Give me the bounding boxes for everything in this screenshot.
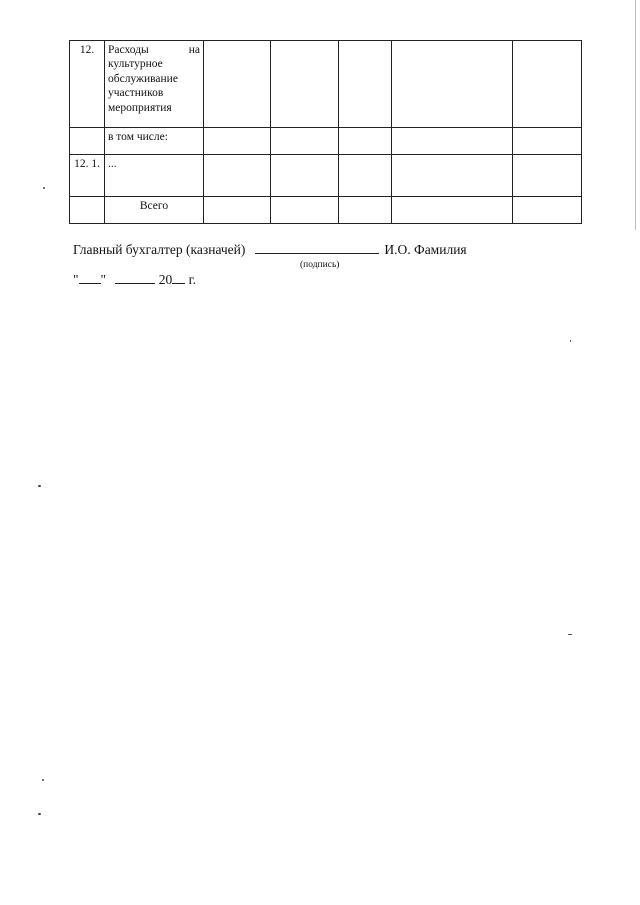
day-blank bbox=[79, 273, 101, 284]
table-cell bbox=[339, 128, 392, 155]
scan-speck bbox=[42, 779, 44, 781]
date-line bbox=[73, 272, 196, 288]
row-label: в том числе: bbox=[105, 128, 204, 155]
table-cell bbox=[271, 155, 339, 197]
table-cell bbox=[513, 41, 582, 128]
scan-edge bbox=[635, 0, 636, 230]
table-row bbox=[70, 197, 582, 224]
table-row bbox=[70, 155, 582, 197]
table-cell bbox=[392, 41, 513, 128]
scan-speck bbox=[570, 340, 571, 342]
table-cell bbox=[513, 197, 582, 224]
year-suffix: г. bbox=[188, 272, 197, 287]
year-blank bbox=[172, 273, 185, 284]
row-number bbox=[70, 128, 105, 155]
scan-speck bbox=[43, 187, 45, 189]
table-cell bbox=[204, 128, 271, 155]
table-cell bbox=[271, 128, 339, 155]
table-cell bbox=[339, 41, 392, 128]
signer-role: Главный бухгалтер (казначей) bbox=[73, 242, 246, 257]
table-cell bbox=[339, 155, 392, 197]
table-cell bbox=[392, 197, 513, 224]
signer-name: И.О. Фамилия bbox=[384, 242, 467, 257]
table-cell bbox=[513, 155, 582, 197]
table-cell bbox=[204, 41, 271, 128]
row-number: 12. 1. bbox=[70, 155, 105, 197]
scan-speck bbox=[38, 813, 41, 815]
date-quote-open: " bbox=[73, 272, 79, 287]
year-prefix: 20 bbox=[158, 272, 173, 287]
table-row bbox=[70, 41, 582, 128]
table-cell bbox=[204, 155, 271, 197]
table-cell bbox=[513, 128, 582, 155]
row-label: ... bbox=[105, 155, 204, 197]
scan-speck bbox=[38, 485, 41, 487]
table-cell bbox=[271, 41, 339, 128]
row-label-total: Всего bbox=[105, 197, 204, 224]
row-number bbox=[70, 197, 105, 224]
month-blank bbox=[115, 273, 155, 284]
date-quote-close: " bbox=[100, 272, 107, 287]
table-cell bbox=[204, 197, 271, 224]
row-number: 12. bbox=[70, 41, 105, 128]
budget-table bbox=[69, 40, 582, 224]
table-cell bbox=[339, 197, 392, 224]
table-row bbox=[70, 128, 582, 155]
signature-caption: (подпись) bbox=[300, 260, 340, 270]
signature-line bbox=[73, 241, 467, 258]
table-cell bbox=[392, 155, 513, 197]
signature-blank bbox=[255, 241, 379, 254]
scan-speck bbox=[568, 634, 572, 635]
table-cell bbox=[392, 128, 513, 155]
table-cell bbox=[271, 197, 339, 224]
row-label: Расходы на культурное обслуживание участников мероприятия bbox=[105, 41, 204, 128]
